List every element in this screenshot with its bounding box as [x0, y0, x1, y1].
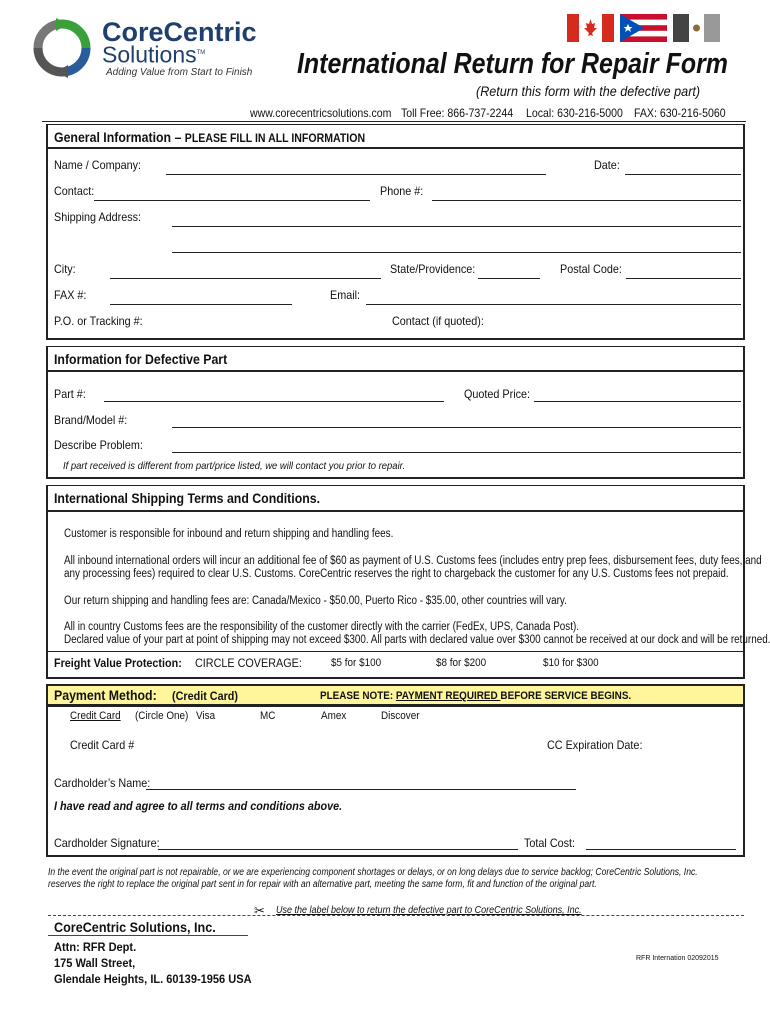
- trademark: TM: [196, 50, 206, 56]
- return-attn: Attn: RFR Dept.: [54, 940, 137, 954]
- cardholder-name-field[interactable]: [146, 789, 576, 790]
- canada-flag-icon: [567, 14, 614, 42]
- city-label: City:: [54, 262, 76, 276]
- shipping-terms-heading: International Shipping Terms and Conditions.: [54, 490, 321, 506]
- total-cost-field[interactable]: [586, 849, 736, 850]
- describe-problem-label: Describe Problem:: [54, 438, 143, 452]
- form-code: RFR Internation 02092015: [636, 955, 719, 962]
- quoted-price-label: Quoted Price:: [464, 387, 531, 401]
- general-info-heading: [54, 129, 365, 145]
- mexico-flag-icon: [673, 14, 720, 42]
- contact-label: Contact:: [54, 184, 95, 198]
- payment-note: [320, 690, 631, 702]
- disclaimer-line-2: reserves the right to replace the original part sent in for repair with an alternative part, meeting the same form, fit and function of the original part.: [48, 879, 597, 890]
- contact-bar: [250, 106, 750, 122]
- toll-free-number: Toll Free: 866-737-2244: [401, 106, 514, 120]
- shipping-term-3: Our return shipping and handling fees are: Canada/Mexico - $50.00, Puerto Rico - $35.00, other countries will vary.: [64, 595, 567, 607]
- contact-quoted-label: Contact (if quoted):: [392, 314, 484, 328]
- brand-name-line1: CoreCentric: [102, 17, 257, 47]
- return-city: Glendale Heights, IL. 60139-1956 USA: [54, 972, 252, 986]
- brand-model-field[interactable]: [172, 427, 741, 428]
- freight-divider: [46, 651, 745, 652]
- city-field[interactable]: [110, 278, 381, 279]
- coverage-option-2[interactable]: $8 for $200: [436, 657, 487, 669]
- payment-note-suffix: BEFORE SERVICE BEGINS.: [500, 690, 632, 702]
- brand-model-label: Brand/Model #:: [54, 413, 128, 427]
- defective-part-heading: Information for Defective Part: [54, 351, 228, 367]
- shipping-term-4a: All in country Customs fees are the responsibility of the customer directly with the carrier (FedEx, UPS, Canada Post).: [64, 621, 580, 633]
- form-subtitle: (Return this form with the defective part): [476, 83, 701, 99]
- coverage-option-3[interactable]: $10 for $300: [543, 657, 599, 669]
- header-rule: [42, 121, 746, 122]
- po-tracking-label: P.O. or Tracking #:: [54, 314, 143, 328]
- local-number: Local: 630-216-5000: [526, 106, 623, 120]
- company-logo: [32, 18, 92, 78]
- coverage-option-1[interactable]: $5 for $100: [331, 657, 382, 669]
- shipping-address-field-2[interactable]: [172, 252, 741, 253]
- freight-protection-label: Freight Value Protection:: [54, 656, 182, 670]
- state-field[interactable]: [478, 278, 540, 279]
- part-number-field[interactable]: [104, 401, 444, 402]
- date-field[interactable]: [625, 174, 741, 175]
- cut-line: [48, 915, 744, 916]
- contact-field[interactable]: [94, 200, 370, 201]
- puerto-rico-flag-icon: [620, 14, 667, 42]
- shipping-term-4b: Declared value of your part at point of shipping may not exceed $300. All parts with declared value over $300 cannot be received at our dock and will be returned.: [64, 634, 770, 646]
- fax-number: FAX: 630-216-5060: [634, 106, 726, 120]
- general-info-box: [46, 147, 745, 340]
- cardholder-signature-field[interactable]: [158, 849, 518, 850]
- scissors-icon: ✂: [254, 903, 265, 918]
- brand-solutions-text: Solutions: [102, 41, 197, 68]
- disclaimer-line-1: In the event the original part is not repairable, or we are experiencing component shortages or delays, or on long delays due to service backlog; CoreCentric Solutions, Inc.: [48, 867, 698, 878]
- general-info-title: General Information: [54, 129, 172, 145]
- payment-credit-card-label: (Credit Card): [172, 689, 239, 703]
- shipping-term-2a: All inbound international orders will incur an additional fee of $60 as payment of U.S. Customs fees (includes entry prep fees, disbursement fees, duty fees, and: [64, 555, 762, 567]
- cut-line-note: Use the label below to return the defective part to CoreCentric Solutions, Inc.: [276, 905, 582, 916]
- payment-box: [46, 705, 745, 857]
- credit-card-label: Credit Card: [70, 710, 121, 722]
- describe-problem-field[interactable]: [172, 452, 741, 453]
- payment-required-text: PAYMENT REQUIRED: [395, 690, 501, 702]
- name-company-label: Name / Company:: [54, 158, 142, 172]
- payment-method-title: Payment Method:: [54, 687, 157, 703]
- cardholder-signature-label: Cardholder Signature:: [54, 836, 160, 850]
- payment-note-prefix: PLEASE NOTE:: [320, 690, 396, 702]
- cardholder-name-label: Cardholder’s Name:: [54, 776, 151, 790]
- card-option-discover[interactable]: Discover: [381, 710, 420, 722]
- part-number-label: Part #:: [54, 387, 86, 401]
- date-label: Date:: [594, 158, 620, 172]
- postal-code-label: Postal Code:: [560, 262, 622, 276]
- card-option-amex[interactable]: Amex: [321, 710, 347, 722]
- postal-code-field[interactable]: [626, 278, 741, 279]
- shipping-address-label: Shipping Address:: [54, 210, 142, 224]
- shipping-term-2b: any processing fees) required to clear U.S. Customs. CoreCentric reserves the right to chargeback the customer for any U.S. Customs fees not prepaid.: [64, 568, 729, 580]
- credit-card-number-label: Credit Card #: [70, 738, 135, 752]
- return-address-divider: [48, 935, 248, 936]
- name-company-field[interactable]: [166, 174, 546, 175]
- brand-name-line2: [102, 41, 205, 67]
- email-field[interactable]: [366, 304, 741, 305]
- email-label: Email:: [330, 288, 361, 302]
- return-company-name: CoreCentric Solutions, Inc.: [54, 919, 216, 935]
- fax-field[interactable]: [110, 304, 292, 305]
- total-cost-label: Total Cost:: [524, 836, 576, 850]
- return-street: 175 Wall Street,: [54, 956, 136, 970]
- circle-one-label: (Circle One): [135, 710, 189, 722]
- phone-label: Phone #:: [380, 184, 424, 198]
- phone-field[interactable]: [432, 200, 741, 201]
- circle-coverage-label: CIRCLE COVERAGE:: [195, 656, 302, 670]
- defective-part-note: If part received is different from part/price listed, we will contact you prior to repair.: [63, 460, 406, 472]
- website-link[interactable]: www.corecentricsolutions.com: [250, 106, 392, 120]
- brand-tagline: Adding Value from Start to Finish: [106, 67, 253, 78]
- form-title: International Return for Repair Form: [297, 48, 728, 80]
- card-option-visa[interactable]: Visa: [196, 710, 216, 722]
- cc-expiration-label: CC Expiration Date:: [547, 738, 643, 752]
- heading-dash: –: [171, 129, 185, 145]
- quoted-price-field[interactable]: [534, 401, 741, 402]
- card-option-mc[interactable]: MC: [260, 710, 276, 722]
- fax-label: FAX #:: [54, 288, 87, 302]
- shipping-term-1: Customer is responsible for inbound and return shipping and handling fees.: [64, 528, 394, 540]
- general-info-note: PLEASE FILL IN ALL INFORMATION: [184, 131, 366, 145]
- agreement-text: I have read and agree to all terms and conditions above.: [54, 799, 343, 813]
- shipping-address-field-1[interactable]: [172, 226, 741, 227]
- payment-method-heading: [54, 687, 157, 703]
- state-label: State/Providence:: [390, 262, 476, 276]
